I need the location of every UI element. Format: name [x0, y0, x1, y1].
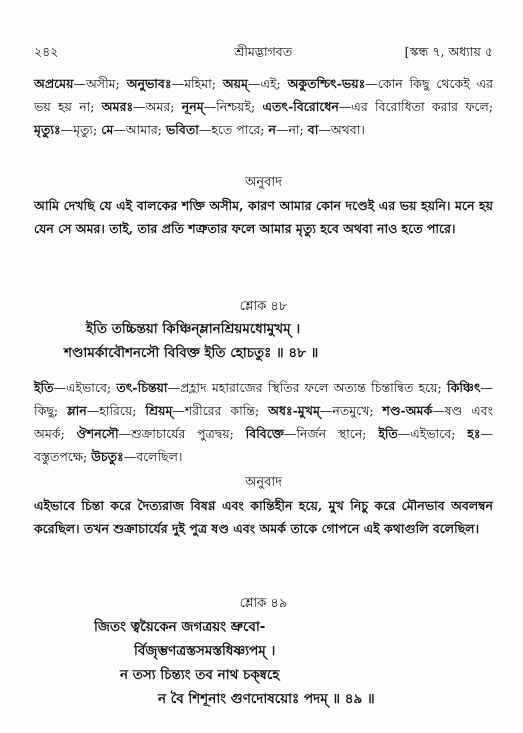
synonym-meaning: না — [288, 122, 300, 137]
translation-text: আমি দেখছি যে এই বালকের শক্তি অসীম, কারণ আমার কোন দণ্ডেই এর ভয় হয়নি। মনে হয় যেন সে অমর। তাই, তার প্রতি শত্রুতার ফলে আমার মৃত্যু হবে অথবা নাও হতে পারে। — [34, 198, 493, 236]
synonym-word: অধঃ-মুখম্ — [268, 403, 320, 418]
verse-line-2: শণ্ডামর্কাবৌশনসৌ বিবিক্ত ইতি হোচতুঃ ॥ ৪৮ ॥ — [64, 345, 319, 361]
synonym-word: অকুতশ্চিৎ-ভয়ঃ — [287, 76, 366, 91]
synonym-word: মে — [101, 122, 114, 137]
synonym-meaning: অথবা। — [330, 122, 365, 137]
synonym-meaning: অমর — [145, 99, 171, 114]
shloka-49 — [34, 592, 493, 722]
synonym-meaning: এইভাবে — [410, 426, 452, 441]
verse-line-4: ন বৈ শিশূনাং গুণদোষয়োঃ পদম্ ॥ ৪৯ ॥ — [158, 691, 375, 707]
synonym-word: হঃ — [467, 426, 481, 441]
translation-text: এইভাবে চিন্তা করে দৈত্যরাজ বিষণ্ণ এবং কান্তিহীন হয়ে, মুখ নিচু করে মৌনভাব অবলম্বন করেছিল। তখন শুক্রাচার্যের দুই পুত্র ষণ্ড এবং অমর্ক তাকে গোপনে এই কথাগুলি বলেছিল। — [34, 498, 493, 536]
shloka-48 — [34, 295, 493, 370]
synonym-word: ইতি — [34, 380, 54, 395]
synonym-meaning: আমার — [125, 122, 158, 137]
synonym-meaning: এই — [260, 76, 277, 91]
synonyms-block-1: অপ্রমেয়—অসীম; অনুভাবঃ—মহিমা; অয়ম্—এই; অকুতশ্চিৎ-ভয়ঃ—কোন কিছু থেকেই এর ভয় হয় না; অমরঃ—অমর; নূনম্—নিশ্চয়ই; এতৎ-বিরোধেন—এর বিরোধিতা করার ফলে; মৃত্যুঃ—মৃত্যু; মে—আমার; ভবিতা—হতে পারে; ন—না; বা—অথবা। — [34, 76, 494, 137]
verse-line-1: জিতং ত্বয়ৈকেন জগত্রয়ং ভ্রুবো- — [94, 619, 266, 635]
synonym-word: নূনম্ — [181, 99, 204, 114]
book-title: শ্রীমদ্ভাগবত — [234, 44, 293, 59]
shloka-heading: শ্লোক ৪৮ — [239, 299, 288, 314]
synonym-word: উচতুঃ — [91, 449, 124, 464]
shloka-heading: শ্লোক ৪৯ — [239, 596, 288, 611]
verse-line-3: ন তস্য চিন্ত্যং তব নাথ চক্ষ্বহে — [120, 667, 280, 683]
synonym-word: অপ্রমেয় — [34, 76, 74, 91]
synonym-word: ম্লান — [67, 403, 87, 418]
synonym-word: ইতি — [378, 426, 398, 441]
synonym-meaning: মহিমা — [184, 76, 212, 91]
synonym-word: কিঞ্চিৎ — [447, 380, 481, 395]
synonym-word: বা — [307, 122, 319, 137]
synonym-word: অমরঃ — [101, 99, 134, 114]
synonym-meaning: কোন কিছু থেকেই এর ভয় হয় না — [34, 76, 494, 114]
synonym-meaning: নির্জন স্থানে — [296, 426, 363, 441]
synonym-word: ভবিতা — [165, 122, 199, 137]
translation-block-2 — [34, 471, 493, 563]
synonym-word: তৎ-চিন্তয়া — [116, 380, 168, 395]
synonym-word: শ্রিয়ম্ — [145, 403, 173, 418]
page-number: ২৪২ — [34, 44, 59, 59]
synonym-word: মৃত্যুঃ — [34, 122, 61, 137]
translation-block-1 — [34, 171, 493, 263]
verse-line-1: ইতি তচ্চিন্তয়া কিঞ্চিন্ম্লানশ্রিয়মধোমুখম্ । — [86, 321, 301, 337]
synonym-word: ন — [268, 122, 276, 137]
synonym-meaning: শরীরের কান্তি — [184, 403, 255, 418]
synonyms-block-2: ইতি—এইভাবে; তৎ-চিন্তয়া—প্রহ্লাদ মহারাজের স্থিতির ফলে অত্যন্ত চিন্তান্বিত হয়ে; কিঞ্চিৎ—কিছু; ম্লান—হারিয়ে; শ্রিয়ম্—শরীরের কান্তি; অধঃ-মুখম্—নতমুখে; শণ্ড-অমর্ক—ষণ্ড এবং অমর্ক; ঔশনসৌ—শুক্রাচার্যের পুত্রদ্বয়; বিবিক্তে—নির্জন স্থানে; ইতি—এইভাবে; হঃ—বস্তুতপক্ষে; উচতুঃ—বলেছিল। — [34, 380, 494, 464]
translation-heading: অনুবাদ — [245, 175, 282, 190]
synonym-meaning: হারিয়ে — [99, 403, 133, 418]
synonym-meaning: কিছু — [34, 403, 54, 418]
synonym-meaning: শুক্রাচার্যের পুত্রদ্বয় — [131, 426, 230, 441]
synonym-meaning: অসীম — [85, 76, 116, 91]
synonym-meaning: ষণ্ড এবং অমর্ক — [34, 403, 493, 441]
synonym-meaning: বলেছিল। — [136, 449, 183, 464]
synonym-meaning: নিশ্চয়ই — [216, 99, 251, 114]
synonym-meaning: এর বিরোধিতা করার ফলে — [351, 99, 489, 114]
synonym-word: ঔশনসৌ — [76, 426, 119, 441]
synonym-meaning: হতে পারে — [211, 122, 261, 137]
synonym-meaning: বস্তুতপক্ষে — [34, 449, 83, 464]
synonym-meaning: নতমুখে — [332, 403, 370, 418]
verse-line-2: র্বিজৃম্ভণত্রস্তসমস্তধিষ্ণ্যপম্ । — [134, 643, 276, 659]
synonym-meaning: প্রহ্লাদ মহারাজের স্থিতির ফলে অত্যন্ত চিন্তান্বিত হয়ে — [180, 380, 438, 395]
translation-heading: অনুবাদ — [245, 475, 282, 490]
synonym-word: বিবিক্তে — [245, 426, 284, 441]
synonym-word: অনুভাবঃ — [126, 76, 172, 91]
page-header — [34, 44, 493, 64]
synonym-word: শণ্ড-অমর্ক — [382, 403, 433, 418]
synonym-meaning: মৃত্যু — [73, 122, 94, 137]
synonym-meaning: এইভাবে — [65, 380, 107, 395]
synonym-word: এতৎ-বিরোধেন — [262, 99, 339, 114]
synonym-word: অয়ম্ — [222, 76, 248, 91]
chapter-reference: [স্কন্ধ ৭, অধ্যায় ৫ — [404, 44, 493, 59]
